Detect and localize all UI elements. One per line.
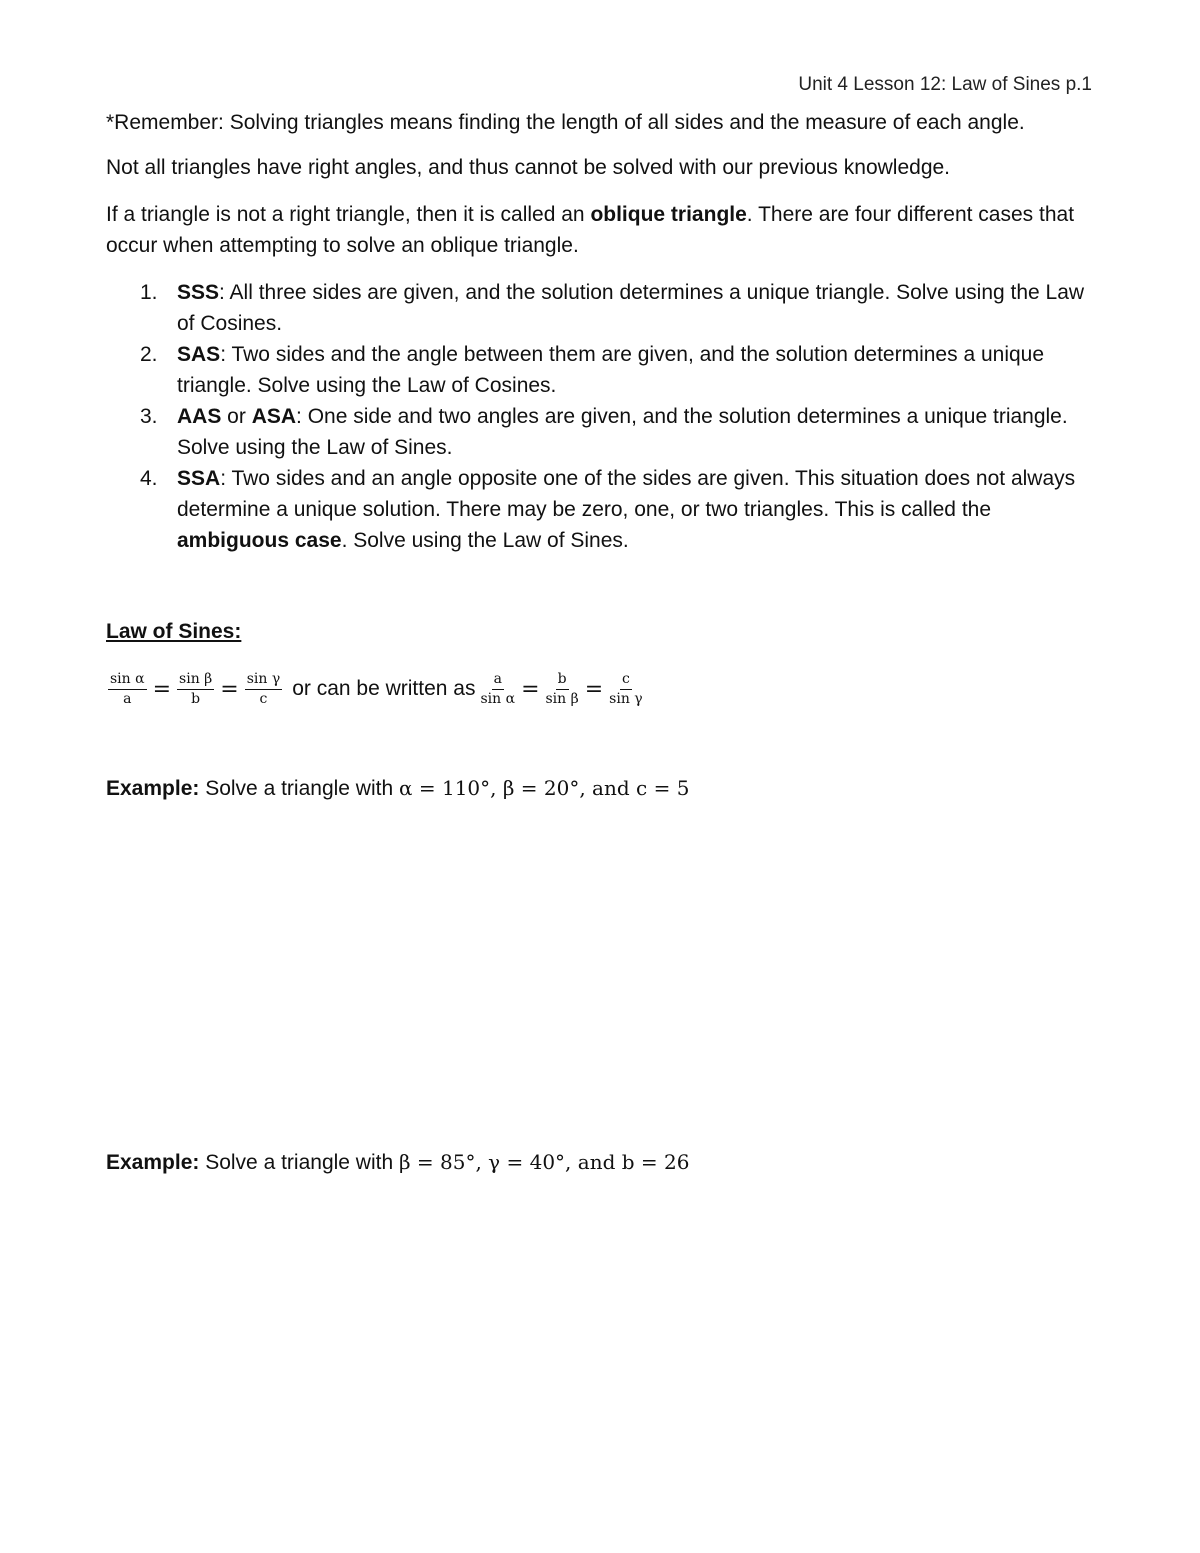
- example-text: Solve a triangle with: [199, 777, 399, 800]
- list-number: 2.: [140, 343, 158, 366]
- case-term: SAS: [177, 343, 221, 366]
- case-description: : Two sides and the angle between them are given, and the solution determines a unique triangle. Solve using the Law of Cosines.: [177, 343, 1045, 397]
- case-description-end: . Solve using the Law of Sines.: [341, 529, 629, 552]
- case-term: SSS: [177, 281, 220, 304]
- case-description: : Two sides and an angle opposite one of the sides are given. This situation does not always determine a unique solution. There may be zero, one, or two triangles. This is called the: [177, 467, 1076, 521]
- oblique-term: oblique triangle: [590, 203, 747, 226]
- case-description: : All three sides are given, and the solution determines a unique triangle. Solve using the Law of Cosines.: [177, 281, 1085, 335]
- list-number: 3.: [140, 405, 158, 428]
- fraction-sin-beta-over-b: [177, 671, 214, 708]
- fraction-denominator: sin β: [545, 690, 579, 707]
- case-term-alt: ASA: [251, 405, 297, 428]
- fraction-denominator: c: [259, 690, 268, 707]
- fraction-numerator: c: [620, 671, 632, 690]
- list-number: 1.: [140, 281, 158, 304]
- equals-sign: =: [152, 676, 172, 702]
- list-item: [106, 339, 1096, 401]
- fraction-numerator: b: [556, 671, 569, 690]
- fraction-numerator: sin γ: [245, 671, 283, 690]
- ambiguous-case-term: ambiguous case: [177, 529, 342, 552]
- formula-connector: or can be written as: [292, 677, 476, 700]
- fraction-sin-gamma-over-c: [245, 671, 283, 708]
- example-math: α = 110°, β = 20°, and c = 5: [398, 776, 690, 800]
- case-term: SSA: [177, 467, 221, 490]
- fraction-sin-alpha-over-a: [108, 671, 147, 708]
- example-math: β = 85°, γ = 40°, and b = 26: [398, 1150, 690, 1174]
- example-1: [106, 773, 689, 804]
- oblique-text-before: If a triangle is not a right triangle, then it is called an: [106, 203, 591, 226]
- oblique-text-after: . There are four different cases that occur when attempting to solve an oblique triangle.: [106, 203, 1075, 257]
- fraction-denominator: sin γ: [609, 690, 643, 707]
- fraction-numerator: a: [492, 671, 504, 690]
- page-header: Unit 4 Lesson 12: Law of Sines p.1: [798, 74, 1092, 95]
- fraction-numerator: sin β: [177, 671, 214, 690]
- list-item: [106, 277, 1096, 339]
- remember-note: *Remember: Solving triangles means finding the length of all sides and the measure of each angle.: [106, 111, 1025, 134]
- case-joiner: or: [221, 405, 252, 428]
- fraction-a-over-sin-alpha: [480, 671, 515, 708]
- fraction-denominator: sin α: [480, 690, 516, 707]
- law-of-sines-title: Law of Sines:: [106, 620, 242, 643]
- fraction-b-over-sin-beta: [546, 671, 579, 708]
- fraction-numerator: sin α: [108, 671, 147, 690]
- case-term: AAS: [177, 405, 222, 428]
- example-text: Solve a triangle with: [199, 1151, 399, 1174]
- oblique-cases-list: [106, 277, 1096, 556]
- equals-sign: =: [220, 676, 239, 702]
- equals-sign: =: [584, 676, 604, 702]
- example-2: [106, 1147, 689, 1178]
- fraction-c-over-sin-gamma: [609, 671, 643, 708]
- case-description: : One side and two angles are given, and the solution determines a unique triangle. Solve using the Law of Sines.: [177, 405, 1068, 459]
- oblique-definition: [106, 199, 1096, 261]
- right-angle-note: Not all triangles have right angles, and thus cannot be solved with our previous knowledge.: [106, 156, 951, 179]
- fraction-denominator: b: [191, 690, 201, 707]
- list-item: [106, 401, 1096, 463]
- list-number: 4.: [140, 467, 158, 490]
- law-of-sines-formula: [106, 664, 645, 714]
- equals-sign: =: [521, 676, 540, 702]
- example-label: Example:: [106, 777, 200, 800]
- list-item: [106, 463, 1096, 556]
- fraction-denominator: a: [123, 690, 132, 707]
- example-label: Example:: [106, 1151, 200, 1174]
